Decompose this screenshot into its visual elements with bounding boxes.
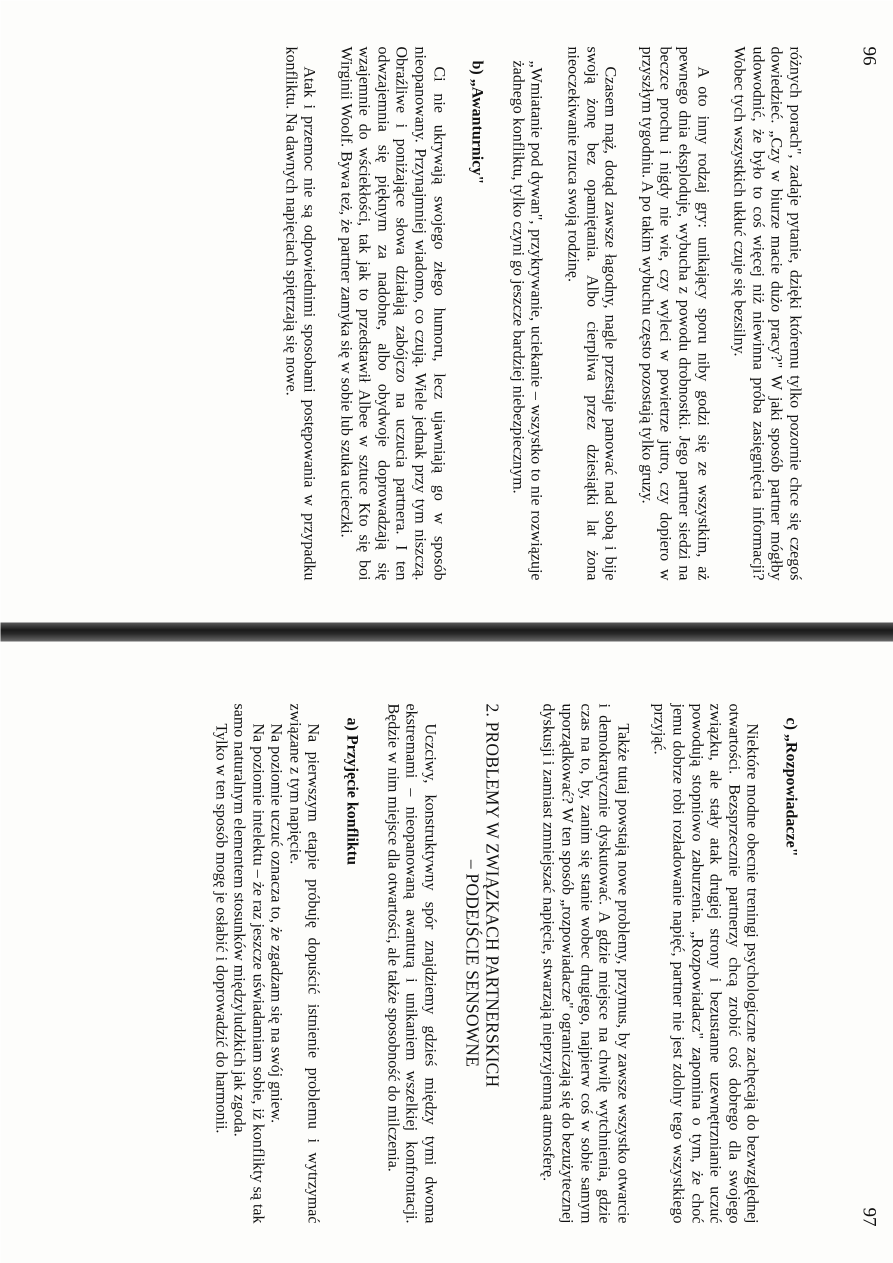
section-heading-awanturnicy: b) „Awanturnicy" [468,60,486,184]
page-number-right: 97 [858,1207,879,1226]
right-page-text [210,703,803,1223]
paragraph: A oto inny rodzaj gry: unikający sporu niby godzi się ze wszystkim, aż pewnego dnia eksploduje, wybucha z powodu drobnostki. Jego partner siedzi na beczce prochu i nigdy nie wie, czy wyleci w powietrze jutro, czy dopiero w przyszłym tygodniu. A po takim wybuchu często pozostają tylko gruzy. [637,46,711,580]
paragraph: Na poziomie uczuć oznacza to, że zgadzam się na swój gniew. [267,723,285,1123]
dash-marker [507,46,544,60]
dash-paragraph [507,46,544,580]
chapter-heading-line-2: – PODEJŚCIE SENSOWNE [461,859,482,1067]
chapter-heading-line-1: 2. PROBLEMY W ZWIĄZKACH PARTNERSKICH [481,703,502,1087]
paragraph: różnych porach", zadaje pytanie, dzięki któremu tylko pozornie chce się czegoś dowiedzieć. „Czy w biurze macie dużo pracy?" W jaki sposób partner mógłby udowodnić, że było to coś więcej niż niewinna próba zasięgnięcia informacji? Wobec tych wszystkich ukłuć czuje się bezsilny. [730,46,803,580]
paragraph: Uczciwy, konstruktywny spór znajdziemy gdzieś między tymi dwoma ekstremami – nieopanowaną awanturą i unikaniem wszelkiej konfrontacji. Będzie w nim miejsce dla otwartości, ale także sposobność do milczenia. [383,703,438,1223]
right-page [0,643,893,1263]
left-page [0,0,893,620]
page-number-left: 96 [858,46,879,65]
paragraph: „Wmiatanie pod dywan", przykrywanie, uciekanie – wszystko to nie rozwiązuje żadnego konfliktu, tylko czyni go jeszcze bardziej niebezpiecznym. [508,60,545,580]
paragraph: Atak i przemoc nie są odpowiednimi sposobami postępowania w przypadku konfliktu. Na dawnych napięciach spiętrzają się nowe. [281,46,318,580]
paragraph: Na pierwszym etapie próbuję dopuścić istnienie problemu i wytrzymać związane z tym napięcie. [285,703,322,1223]
chapter-heading [462,703,502,1223]
paragraph: Ci nie ukrywają swojego złego humoru, lecz ujawniają go w sposób nieopanowany. Przynajmniej wiadomo, co czują. Wiele jednak przy tym niszczą. Obraźliwe i poniżające słowa działają zabójczo na uczucia partnera. I ten odwzajemnia się pięknym za nadobne, albo obydwoje doprowadzają się wzajemnie do wściekłości, tak jak to przedstawił Albee w sztuce Kto się boi Wirginii Woolf. Bywa też, że partner zamyka się w sobie lub szuka ucieczki. [336,46,447,580]
paragraph: Czasem mąż, dotąd zawsze łagodny, nagle przestaje panować nad sobą i bije swoją żonę bez opamiętania. Albo cierpliwa przez dziesiątki lat żona nieoczekiwanie rzuca swoją rodzinę. [564,46,619,580]
section-heading-przyjecie-konfliktu: a) Przyjęcie konfliktu [343,717,361,865]
paragraph: Niektóre modne obecnie treningi psychologiczne zachęcają do bezwzględnej otwartości. Bezsprzecznie partnerzy chcą zrobić coś dobrego dla swojego związku, ale stały atak drugiej strony i bezustanne uzewnętrznianie uczuć powodują stopniowo zaburzenia. „Rozpowiadacz" zapomina o tym, że choć jemu dobrze robi rozładowanie napięć, partner nie jest zdolny tego wszystkiego przyjąć. [650,703,761,1223]
book-gutter [0,622,893,641]
paragraph: Tylko w ten sposób mogę je osłabić i doprowadzić do harmonii. [211,723,229,1133]
paragraph: Także tutaj powstają nowe problemy, przymus, by zawsze wszystko otwarcie i demokratycznie dyskutować. A gdzie miejsce na chwilę wytchnienia, gdzie czas na to, by, zanim się stanie wobec drugiego, najpierw coś w sobie samym uporządkować? W ten sposób „rozpowiadacze" ograniczają się do bezużytecznej dyskusji i zamiast zmniejszać napięcie, stwarzają nieprzyjemną atmosferę. [539,703,631,1223]
section-heading-rozpowiadacze: c) „Rozpowiadacze" [782,717,799,857]
left-page-text [280,46,803,580]
paragraph: Na poziomie intelektu – że raz jeszcze uświadamiam sobie, iż konflikty są tak samo naturalnym elementem stosunków międzyludzkich jak zgoda. [230,703,266,1223]
